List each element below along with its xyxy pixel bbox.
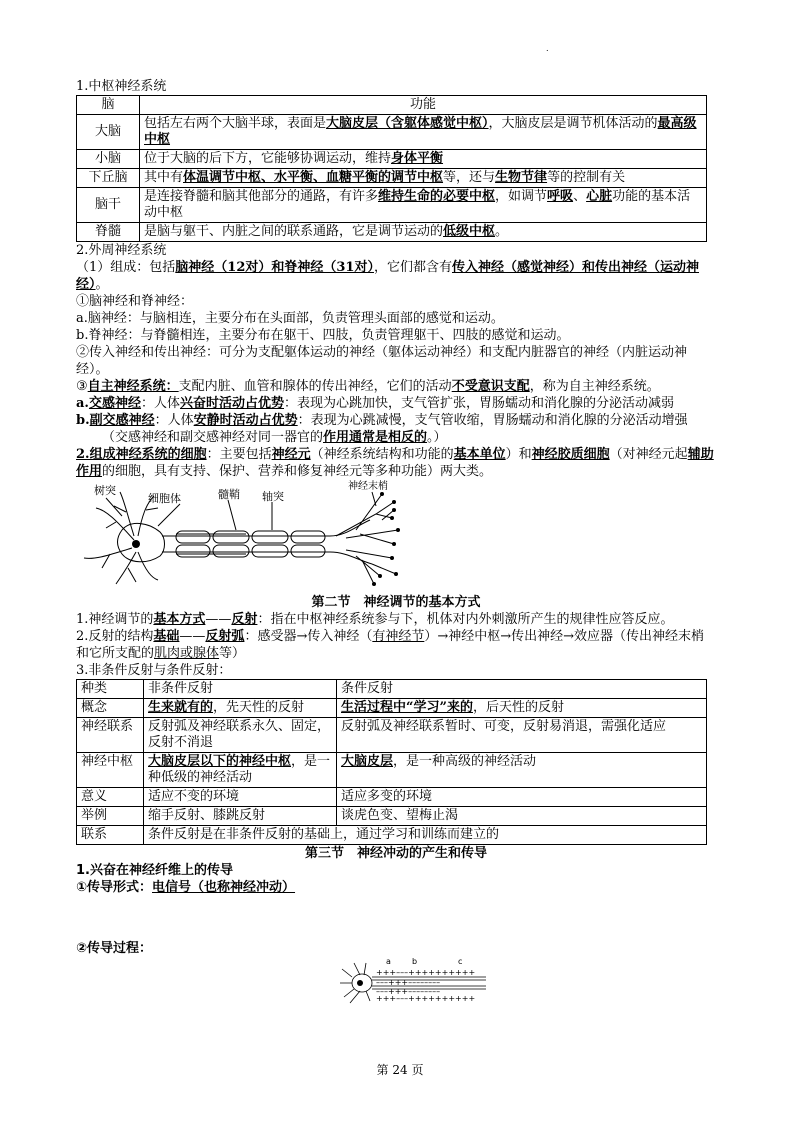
row-desc: 包括左右两个大脑半球，表面是大脑皮层（含躯体感觉中枢），大脑皮层是调节机体活动的最高级中枢 xyxy=(140,115,707,150)
row-key: 神经联系 xyxy=(77,718,144,753)
table-row xyxy=(77,788,707,807)
row-key: 联系 xyxy=(77,826,144,845)
row-key: 神经中枢 xyxy=(77,753,144,788)
row-name: 脑干 xyxy=(77,188,140,223)
fiber-nucleus xyxy=(357,980,363,986)
row-key: 举例 xyxy=(77,807,144,826)
row-desc: 位于大脑的后下方，它能够协调运动，维持身体平衡 xyxy=(140,150,707,169)
reflex-arc-paragraph: 2.反射的结构基础——反射弧：感受器→传入神经（有神经节）→神经中枢→传出神经→效应器（传出神经末梢和它所支配的肌肉或腺体等） xyxy=(76,629,705,661)
table-header-row xyxy=(77,96,707,115)
cell-unconditioned: 缩手反射、膝跳反射 xyxy=(144,807,337,826)
corner-mark: . xyxy=(546,44,549,53)
table-row xyxy=(77,169,707,188)
row-name: 下丘脑 xyxy=(77,169,140,188)
nerve-cells-paragraph: 2.组成神经系统的细胞：主要包括神经元（神经系统结构和功能的基本单位）和神经胶质细胞（对神经元起辅助作用的细胞，具有支持、保护、营养和修复神经元等多种功能）两大类。 xyxy=(76,447,714,479)
row-key: 概念 xyxy=(77,699,144,718)
section2-title: 2.外周神经系统 xyxy=(76,243,167,258)
composition-paragraph: （1）组成：包括脑神经（12对）和脊神经（31对），它们都含有传入神经（感觉神经）和传出神经（运动神经）。 xyxy=(76,260,699,292)
reflex-table xyxy=(76,679,707,845)
svg-text:+++–––++++++++++: +++–––++++++++++ xyxy=(376,968,476,977)
sympathetic-text: a.交感神经：人体兴奋时活动占优势：表现为心跳加快，支气管扩张，胃肠蠕动和消化腺的分泌活动减弱 xyxy=(76,396,675,411)
svg-text:+++–––++++++++++: +++–––++++++++++ xyxy=(376,994,476,1003)
cell-conditioned: 适应多变的环境 xyxy=(337,788,707,807)
row-desc: 其中有体温调节中枢、水平衡、血糖平衡的调节中枢等，还与生物节律等的控制有关 xyxy=(140,169,707,188)
row-key: 意义 xyxy=(77,788,144,807)
cell-conditioned: 谈虎色变、望梅止渴 xyxy=(337,807,707,826)
cell-unconditioned: 生来就有的，先天性的反射 xyxy=(144,699,337,718)
fiber-label-b: b xyxy=(412,957,418,966)
section-3-title: 第三节 神经冲动的产生和传导 xyxy=(304,846,487,861)
header-type: 种类 xyxy=(77,680,144,699)
header-brain: 脑 xyxy=(77,96,140,115)
label-axon: 轴突 xyxy=(262,490,284,503)
table-header-row xyxy=(77,680,707,699)
section-2-title: 第二节 神经调节的基本方式 xyxy=(311,595,481,610)
section1-title: 1.中枢神经系统 xyxy=(76,79,167,94)
row-name: 小脑 xyxy=(77,150,140,169)
table-row xyxy=(77,753,707,788)
nucleus-dot xyxy=(132,540,140,548)
cell-unconditioned: 适应不变的环境 xyxy=(144,788,337,807)
row-desc: 是连接脊髓和脑其他部分的通路，有许多维持生命的必要中枢，如调节呼吸、心脏功能的基本活动中枢 xyxy=(140,188,707,223)
cranial-nerve-text: a.脑神经：与脑相连，主要分布在头面部，负责管理头面部的感觉和运动。 xyxy=(76,311,504,326)
fiber-label-c: c xyxy=(458,957,463,966)
svg-text:–––+++––––––––: –––+++–––––––– xyxy=(376,987,441,996)
cell-unconditioned: 反射弧及神经联系永久、固定，反射不消退 xyxy=(144,718,337,753)
header-function: 功能 xyxy=(140,96,707,115)
table-row xyxy=(77,699,707,718)
table-row xyxy=(77,807,707,826)
spinal-nerve-text: b.脊神经：与脊髓相连，主要分布在躯干、四肢，负责管理躯干、四肢的感觉和运动。 xyxy=(76,328,570,343)
fiber-diagram xyxy=(336,955,496,1005)
reflex-definition: 1.神经调节的基本方式——反射：指在中枢神经系统参与下，机体对内外刺激所产生的规律性应答反应。 xyxy=(76,612,674,627)
conduction-form: ①传导形式：电信号（也称神经冲动） xyxy=(76,880,296,895)
page-content xyxy=(76,78,716,957)
table-row xyxy=(77,188,707,223)
neuron-diagram xyxy=(76,480,716,588)
row-name: 大脑 xyxy=(77,115,140,150)
table-row xyxy=(77,115,707,150)
label-dendrite: 树突 xyxy=(94,484,116,497)
label-nerve-ending: 神经末梢 xyxy=(348,481,388,492)
cell-unconditioned: 大脑皮层以下的神经中枢，是一种低级的神经活动 xyxy=(144,753,337,788)
conduction-process-heading: ②传导过程： xyxy=(76,941,153,956)
cell-conditioned: 反射弧及神经联系暂时、可变，反射易消退，需强化适应 xyxy=(337,718,707,753)
parasympathetic-text: b.副交感神经：人体安静时活动占优势：表现为心跳减慢，支气管收缩，胃肠蠕动和消化腺的分泌活动增强 xyxy=(76,413,688,428)
header-unconditioned: 非条件反射 xyxy=(144,680,337,699)
table-row xyxy=(77,718,707,753)
autonomic-text: ③自主神经系统：支配内脏、血管和腺体的传出神经，它们的活动不受意识支配，称为自主神经系统。 xyxy=(76,379,660,394)
cell-conditioned: 生活过程中“学习”来的，后天性的反射 xyxy=(337,699,707,718)
page-number: 第 24 页 xyxy=(376,1063,424,1077)
afferent-efferent-text: ②传入神经和传出神经：可分为支配躯体运动的神经（躯体运动神经）和支配内脏器官的神经（内脏运动神经）。 xyxy=(76,345,688,377)
opposite-effect-note: （交感神经和副交感神经对同一器官的作用通常是相反的。） xyxy=(102,430,447,445)
cns-table xyxy=(76,95,707,242)
table-row xyxy=(77,223,707,242)
table-row xyxy=(77,150,707,169)
header-conditioned: 条件反射 xyxy=(337,680,707,699)
cranial-spinal-heading: ①脑神经和脊神经： xyxy=(76,294,194,309)
reflex-compare-title: 3.非条件反射与条件反射： xyxy=(76,663,232,678)
row-name: 脊髓 xyxy=(77,223,140,242)
cell-conditioned: 大脑皮层，是一种高级的神经活动 xyxy=(337,753,707,788)
label-cell-body: 细胞体 xyxy=(148,492,181,505)
table-row xyxy=(77,826,707,845)
cell-relation: 条件反射是在非条件反射的基础上，通过学习和训练而建立的 xyxy=(144,826,707,845)
conduction-heading: 1.兴奋在神经纤维上的传导 xyxy=(76,863,233,878)
fiber-label-a: a xyxy=(386,957,391,966)
row-desc: 是脑与躯干、内脏之间的联系通路，它是调节运动的低级中枢。 xyxy=(140,223,707,242)
svg-text:–––+++––––––––: –––+++–––––––– xyxy=(376,978,441,987)
label-myelin: 髓鞘 xyxy=(218,488,240,501)
